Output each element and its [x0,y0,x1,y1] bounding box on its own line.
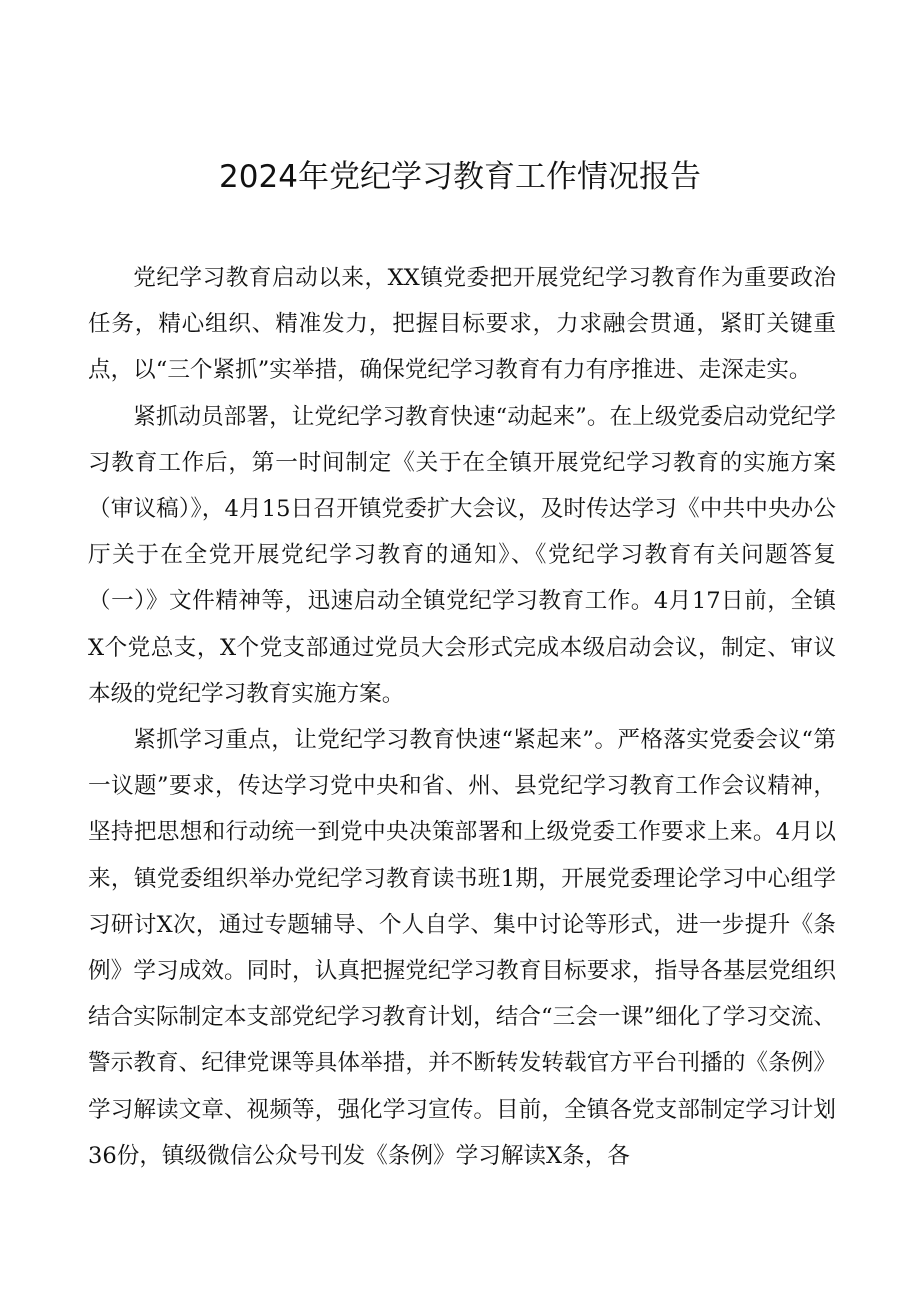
paragraph-mobilization: 紧抓动员部署，让党纪学习教育快速“动起来”。在上级党委启动党纪学习教育工作后，第一时间制定《关于在全镇开展党纪学习教育的实施方案（审议稿）》，4月15日召开镇党委扩大会议，及时传达学习《中共中央办公厅关于在全党开展党纪学习教育的通知》、《党纪学习教育有关问题答复（一）》文件精神等，迅速启动全镇党纪学习教育工作。4月17日前，全镇X个党总支，X个党支部通过党员大会形式完成本级启动会议，制定、审议本级的党纪学习教育实施方案。 [88,403,836,707]
document-body [88,255,836,1179]
paragraph-study-focus: 紧抓学习重点，让党纪学习教育快速“紧起来”。严格落实党委会议“第一议题”要求，传达学习党中央和省、州、县党纪学习教育工作会议精神，坚持把思想和行动统一到党中央决策部署和上级党委工作要求上来。4月以来，镇党委组织举办党纪学习教育读书班1期，开展党委理论学习中心组学习研讨X次，通过专题辅导、个人自学、集中讨论等形式，进一步提升《条例》学习成效。同时，认真把握党纪学习教育目标要求，指导各基层党组织结合实际制定本支部党纪学习教育计划，结合“三会一课”细化了学习交流、警示教育、纪律党课等具体举措，并不断转发转载官方平台刊播的《条例》学习解读文章、视频等，强化学习宣传。目前，全镇各党支部制定学习计划36份，镇级微信公众号刊发《条例》学习解读X条，各 [88,727,836,1169]
document-title: 2024年党纪学习教育工作情况报告 [219,159,701,195]
paragraph-intro: 党纪学习教育启动以来，XX镇党委把开展党纪学习教育作为重要政治任务，精心组织、精准发力，把握目标要求，力求融会贯通，紧盯关键重点，以“三个紧抓”实举措，确保党纪学习教育有力有序推进、走深走实。 [88,265,836,384]
